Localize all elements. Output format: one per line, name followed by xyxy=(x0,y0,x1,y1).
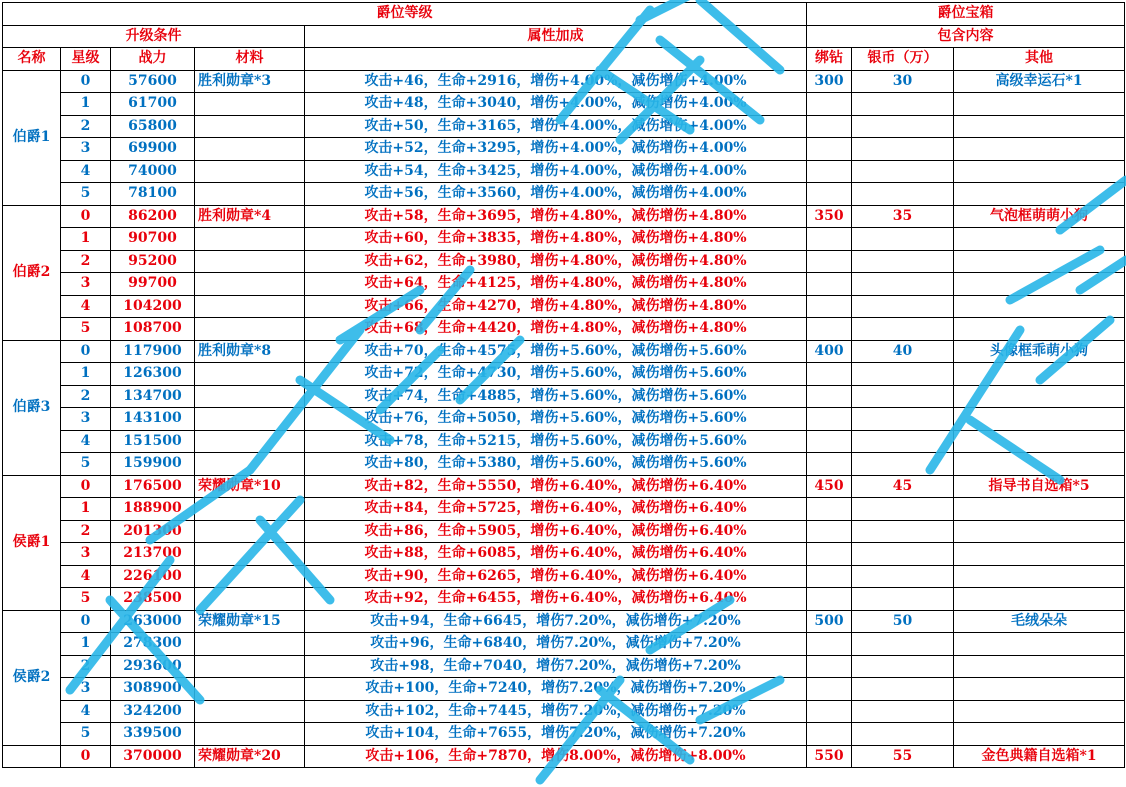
silver-coins xyxy=(852,295,954,318)
material: 胜利勋章*4 xyxy=(195,205,305,228)
table-row xyxy=(3,385,1125,408)
attribute-bonus: 攻击+72，生命+4730，增伤+5.60%，减伤增伤+5.60% xyxy=(305,363,807,386)
star-level: 0 xyxy=(61,205,111,228)
other-reward xyxy=(954,183,1125,206)
col-power: 战力 xyxy=(111,48,195,71)
material xyxy=(195,565,305,588)
combat-power: 176500 xyxy=(111,475,195,498)
silver-coins xyxy=(852,520,954,543)
material xyxy=(195,520,305,543)
star-level: 4 xyxy=(61,565,111,588)
attribute-bonus: 攻击+106，生命+7870，增伤8.00%，减伤增伤+8.00% xyxy=(305,745,807,768)
table-row xyxy=(3,295,1125,318)
bind-diamond: 350 xyxy=(807,205,852,228)
col-attr xyxy=(305,48,807,71)
combat-power: 57600 xyxy=(111,70,195,93)
silver-coins xyxy=(852,723,954,746)
material xyxy=(195,678,305,701)
attribute-bonus: 攻击+70，生命+4575，增伤+5.60%，减伤增伤+5.60% xyxy=(305,340,807,363)
upgrade-condition-header: 升级条件 xyxy=(3,25,305,48)
material xyxy=(195,115,305,138)
star-level: 4 xyxy=(61,430,111,453)
other-reward: 头像框乖萌小狗 xyxy=(954,340,1125,363)
table-row xyxy=(3,723,1125,746)
attribute-bonus: 攻击+104，生命+7655，增伤7.20%，减伤增伤+7.20% xyxy=(305,723,807,746)
attribute-bonus: 攻击+52，生命+3295，增伤+4.00%，减伤增伤+4.00% xyxy=(305,138,807,161)
silver-coins xyxy=(852,408,954,431)
combat-power: 263000 xyxy=(111,610,195,633)
bind-diamond xyxy=(807,228,852,251)
star-level: 3 xyxy=(61,543,111,566)
attribute-bonus: 攻击+56，生命+3560，增伤+4.00%，减伤增伤+4.00% xyxy=(305,183,807,206)
rank-name xyxy=(3,745,61,768)
other-reward xyxy=(954,633,1125,656)
bind-diamond xyxy=(807,453,852,476)
star-level: 5 xyxy=(61,723,111,746)
bind-diamond: 400 xyxy=(807,340,852,363)
other-reward xyxy=(954,655,1125,678)
bind-diamond xyxy=(807,273,852,296)
other-reward xyxy=(954,520,1125,543)
table-row xyxy=(3,475,1125,498)
other-reward xyxy=(954,588,1125,611)
silver-coins xyxy=(852,183,954,206)
attribute-bonus: 攻击+92，生命+6455，增伤+6.40%，减伤增伤+6.40% xyxy=(305,588,807,611)
silver-coins xyxy=(852,228,954,251)
attribute-bonus: 攻击+84，生命+5725，增伤+6.40%，减伤增伤+6.40% xyxy=(305,498,807,521)
star-level: 0 xyxy=(61,610,111,633)
attribute-bonus: 攻击+98，生命+7040，增伤7.20%，减伤增伤+7.20% xyxy=(305,655,807,678)
other-reward xyxy=(954,453,1125,476)
rank-table xyxy=(2,2,1125,768)
material xyxy=(195,633,305,656)
attribute-bonus: 攻击+80，生命+5380，增伤+5.60%，减伤增伤+5.60% xyxy=(305,453,807,476)
silver-coins: 45 xyxy=(852,475,954,498)
bind-diamond: 300 xyxy=(807,70,852,93)
silver-coins xyxy=(852,115,954,138)
combat-power: 65800 xyxy=(111,115,195,138)
table-row xyxy=(3,93,1125,116)
other-reward xyxy=(954,723,1125,746)
attribute-bonus: 攻击+78，生命+5215，增伤+5.60%，减伤增伤+5.60% xyxy=(305,430,807,453)
bind-diamond xyxy=(807,633,852,656)
combat-power: 293600 xyxy=(111,655,195,678)
other-reward xyxy=(954,678,1125,701)
col-material: 材料 xyxy=(195,48,305,71)
other-reward: 指导书自选箱*5 xyxy=(954,475,1125,498)
material: 荣耀勋章*15 xyxy=(195,610,305,633)
col-star: 星级 xyxy=(61,48,111,71)
other-reward xyxy=(954,408,1125,431)
contents-header: 包含内容 xyxy=(807,25,1125,48)
material xyxy=(195,543,305,566)
star-level: 1 xyxy=(61,228,111,251)
attribute-bonus-header: 属性加成 xyxy=(305,25,807,48)
star-level: 4 xyxy=(61,700,111,723)
silver-coins xyxy=(852,318,954,341)
other-reward xyxy=(954,250,1125,273)
combat-power: 213700 xyxy=(111,543,195,566)
attribute-bonus: 攻击+86，生命+5905，增伤+6.40%，减伤增伤+6.40% xyxy=(305,520,807,543)
combat-power: 226100 xyxy=(111,565,195,588)
table-row xyxy=(3,183,1125,206)
material xyxy=(195,273,305,296)
bind-diamond xyxy=(807,363,852,386)
attribute-bonus: 攻击+62，生命+3980，增伤+4.80%，减伤增伤+4.80% xyxy=(305,250,807,273)
combat-power: 238500 xyxy=(111,588,195,611)
silver-coins xyxy=(852,565,954,588)
combat-power: 134700 xyxy=(111,385,195,408)
star-level: 5 xyxy=(61,453,111,476)
silver-coins xyxy=(852,543,954,566)
silver-coins xyxy=(852,678,954,701)
header-row-2 xyxy=(3,25,1125,48)
attribute-bonus: 攻击+74，生命+4885，增伤+5.60%，减伤增伤+5.60% xyxy=(305,385,807,408)
bind-diamond xyxy=(807,498,852,521)
attribute-bonus: 攻击+68，生命+4420，增伤+4.80%，减伤增伤+4.80% xyxy=(305,318,807,341)
silver-coins: 50 xyxy=(852,610,954,633)
attribute-bonus: 攻击+102，生命+7445，增伤7.20%，减伤增伤+7.20% xyxy=(305,700,807,723)
star-level: 2 xyxy=(61,385,111,408)
table-row xyxy=(3,633,1125,656)
bind-diamond xyxy=(807,723,852,746)
star-level: 5 xyxy=(61,183,111,206)
other-reward xyxy=(954,385,1125,408)
rank-level-title: 爵位等级 xyxy=(3,3,807,26)
combat-power: 370000 xyxy=(111,745,195,768)
other-reward: 气泡框萌萌小狗 xyxy=(954,205,1125,228)
material xyxy=(195,430,305,453)
bind-diamond xyxy=(807,183,852,206)
material xyxy=(195,385,305,408)
combat-power: 61700 xyxy=(111,93,195,116)
other-reward xyxy=(954,700,1125,723)
material: 荣耀勋章*10 xyxy=(195,475,305,498)
star-level: 1 xyxy=(61,633,111,656)
attribute-bonus: 攻击+48，生命+3040，增伤+4.00%，减伤增伤+4.00% xyxy=(305,93,807,116)
table-row xyxy=(3,228,1125,251)
star-level: 3 xyxy=(61,138,111,161)
material xyxy=(195,183,305,206)
table-row xyxy=(3,565,1125,588)
table-row xyxy=(3,453,1125,476)
combat-power: 117900 xyxy=(111,340,195,363)
bind-diamond: 450 xyxy=(807,475,852,498)
other-reward xyxy=(954,543,1125,566)
table-row xyxy=(3,655,1125,678)
attribute-bonus: 攻击+60，生命+3835，增伤+4.80%，减伤增伤+4.80% xyxy=(305,228,807,251)
material xyxy=(195,363,305,386)
attribute-bonus: 攻击+94，生命+6645，增伤7.20%，减伤增伤+7.20% xyxy=(305,610,807,633)
silver-coins xyxy=(852,250,954,273)
combat-power: 151500 xyxy=(111,430,195,453)
combat-power: 188900 xyxy=(111,498,195,521)
other-reward xyxy=(954,160,1125,183)
silver-coins xyxy=(852,385,954,408)
table-row xyxy=(3,250,1125,273)
attribute-bonus: 攻击+90，生命+6265，增伤+6.40%，减伤增伤+6.40% xyxy=(305,565,807,588)
star-level: 2 xyxy=(61,115,111,138)
star-level: 4 xyxy=(61,160,111,183)
other-reward xyxy=(954,273,1125,296)
attribute-bonus: 攻击+88，生命+6085，增伤+6.40%，减伤增伤+6.40% xyxy=(305,543,807,566)
other-reward xyxy=(954,93,1125,116)
attribute-bonus: 攻击+54，生命+3425，增伤+4.00%，减伤增伤+4.00% xyxy=(305,160,807,183)
combat-power: 143100 xyxy=(111,408,195,431)
table-row xyxy=(3,363,1125,386)
material: 胜利勋章*3 xyxy=(195,70,305,93)
star-level: 0 xyxy=(61,70,111,93)
bind-diamond xyxy=(807,318,852,341)
silver-coins xyxy=(852,498,954,521)
silver-coins: 55 xyxy=(852,745,954,768)
combat-power: 201300 xyxy=(111,520,195,543)
material xyxy=(195,723,305,746)
bind-diamond xyxy=(807,430,852,453)
material xyxy=(195,93,305,116)
material xyxy=(195,453,305,476)
star-level: 4 xyxy=(61,295,111,318)
bind-diamond xyxy=(807,408,852,431)
combat-power: 69900 xyxy=(111,138,195,161)
material xyxy=(195,228,305,251)
attribute-bonus: 攻击+100，生命+7240，增伤7.20%，减伤增伤+7.20% xyxy=(305,678,807,701)
material xyxy=(195,700,305,723)
combat-power: 278300 xyxy=(111,633,195,656)
star-level: 1 xyxy=(61,498,111,521)
bind-diamond xyxy=(807,115,852,138)
table-row xyxy=(3,543,1125,566)
col-silver: 银币（万） xyxy=(852,48,954,71)
other-reward: 高级幸运石*1 xyxy=(954,70,1125,93)
silver-coins xyxy=(852,138,954,161)
bind-diamond xyxy=(807,160,852,183)
material xyxy=(195,498,305,521)
rank-name: 伯爵1 xyxy=(3,70,61,205)
silver-coins xyxy=(852,588,954,611)
material xyxy=(195,295,305,318)
silver-coins xyxy=(852,363,954,386)
other-reward xyxy=(954,565,1125,588)
table-row xyxy=(3,115,1125,138)
bind-diamond: 550 xyxy=(807,745,852,768)
header-row-1 xyxy=(3,3,1125,26)
material xyxy=(195,250,305,273)
silver-coins xyxy=(852,273,954,296)
bind-diamond xyxy=(807,543,852,566)
material xyxy=(195,408,305,431)
combat-power: 99700 xyxy=(111,273,195,296)
other-reward xyxy=(954,318,1125,341)
bind-diamond xyxy=(807,588,852,611)
bind-diamond xyxy=(807,385,852,408)
table-row xyxy=(3,588,1125,611)
other-reward xyxy=(954,363,1125,386)
combat-power: 324200 xyxy=(111,700,195,723)
table-row xyxy=(3,700,1125,723)
other-reward xyxy=(954,138,1125,161)
attribute-bonus: 攻击+64，生命+4125，增伤+4.80%，减伤增伤+4.80% xyxy=(305,273,807,296)
rank-name: 侯爵2 xyxy=(3,610,61,745)
star-level: 0 xyxy=(61,745,111,768)
attribute-bonus: 攻击+50，生命+3165，增伤+4.00%，减伤增伤+4.00% xyxy=(305,115,807,138)
other-reward xyxy=(954,498,1125,521)
table-row xyxy=(3,610,1125,633)
silver-coins: 40 xyxy=(852,340,954,363)
attribute-bonus: 攻击+76，生命+5050，增伤+5.60%，减伤增伤+5.60% xyxy=(305,408,807,431)
attribute-bonus: 攻击+82，生命+5550，增伤+6.40%，减伤增伤+6.40% xyxy=(305,475,807,498)
material xyxy=(195,138,305,161)
rank-name: 伯爵3 xyxy=(3,340,61,475)
silver-coins xyxy=(852,633,954,656)
star-level: 5 xyxy=(61,318,111,341)
combat-power: 104200 xyxy=(111,295,195,318)
table-row xyxy=(3,340,1125,363)
material xyxy=(195,160,305,183)
star-level: 3 xyxy=(61,678,111,701)
other-reward xyxy=(954,295,1125,318)
bind-diamond xyxy=(807,700,852,723)
star-level: 0 xyxy=(61,340,111,363)
bind-diamond xyxy=(807,520,852,543)
table-row xyxy=(3,498,1125,521)
combat-power: 86200 xyxy=(111,205,195,228)
table-row xyxy=(3,273,1125,296)
bind-diamond: 500 xyxy=(807,610,852,633)
silver-coins xyxy=(852,700,954,723)
silver-coins xyxy=(852,430,954,453)
attribute-bonus: 攻击+46，生命+2916，增伤+4.00%，减伤增伤+4.00% xyxy=(305,70,807,93)
table-row xyxy=(3,160,1125,183)
bind-diamond xyxy=(807,655,852,678)
silver-coins xyxy=(852,160,954,183)
table-row xyxy=(3,138,1125,161)
col-other: 其他 xyxy=(954,48,1125,71)
material: 荣耀勋章*20 xyxy=(195,745,305,768)
rank-name: 伯爵2 xyxy=(3,205,61,340)
material xyxy=(195,655,305,678)
star-level: 2 xyxy=(61,655,111,678)
bind-diamond xyxy=(807,678,852,701)
material: 胜利勋章*8 xyxy=(195,340,305,363)
star-level: 2 xyxy=(61,520,111,543)
combat-power: 339500 xyxy=(111,723,195,746)
rank-table-body xyxy=(3,70,1125,768)
rank-name: 侯爵1 xyxy=(3,475,61,610)
material xyxy=(195,588,305,611)
bind-diamond xyxy=(807,565,852,588)
table-row xyxy=(3,678,1125,701)
bind-diamond xyxy=(807,93,852,116)
material xyxy=(195,318,305,341)
combat-power: 95200 xyxy=(111,250,195,273)
star-level: 3 xyxy=(61,408,111,431)
star-level: 2 xyxy=(61,250,111,273)
col-bind-diamond: 绑钻 xyxy=(807,48,852,71)
star-level: 1 xyxy=(61,93,111,116)
combat-power: 108700 xyxy=(111,318,195,341)
bind-diamond xyxy=(807,138,852,161)
table-row xyxy=(3,520,1125,543)
table-row xyxy=(3,70,1125,93)
attribute-bonus: 攻击+66，生命+4270，增伤+4.80%，减伤增伤+4.80% xyxy=(305,295,807,318)
attribute-bonus: 攻击+58，生命+3695，增伤+4.80%，减伤增伤+4.80% xyxy=(305,205,807,228)
bind-diamond xyxy=(807,250,852,273)
combat-power: 308900 xyxy=(111,678,195,701)
other-reward xyxy=(954,228,1125,251)
combat-power: 74000 xyxy=(111,160,195,183)
combat-power: 126300 xyxy=(111,363,195,386)
header-row-3 xyxy=(3,48,1125,71)
table-row xyxy=(3,205,1125,228)
silver-coins xyxy=(852,453,954,476)
other-reward: 金色典籍自选箱*1 xyxy=(954,745,1125,768)
star-level: 5 xyxy=(61,588,111,611)
col-name: 名称 xyxy=(3,48,61,71)
star-level: 1 xyxy=(61,363,111,386)
silver-coins: 30 xyxy=(852,70,954,93)
attribute-bonus: 攻击+96，生命+6840，增伤7.20%，减伤增伤+7.20% xyxy=(305,633,807,656)
bind-diamond xyxy=(807,295,852,318)
combat-power: 78100 xyxy=(111,183,195,206)
combat-power: 90700 xyxy=(111,228,195,251)
silver-coins xyxy=(852,93,954,116)
other-reward: 毛绒朵朵 xyxy=(954,610,1125,633)
silver-coins: 35 xyxy=(852,205,954,228)
star-level: 0 xyxy=(61,475,111,498)
star-level: 3 xyxy=(61,273,111,296)
rank-box-title: 爵位宝箱 xyxy=(807,3,1125,26)
table-row xyxy=(3,408,1125,431)
silver-coins xyxy=(852,655,954,678)
table-row xyxy=(3,430,1125,453)
combat-power: 159900 xyxy=(111,453,195,476)
other-reward xyxy=(954,115,1125,138)
table-row xyxy=(3,318,1125,341)
other-reward xyxy=(954,430,1125,453)
table-row xyxy=(3,745,1125,768)
